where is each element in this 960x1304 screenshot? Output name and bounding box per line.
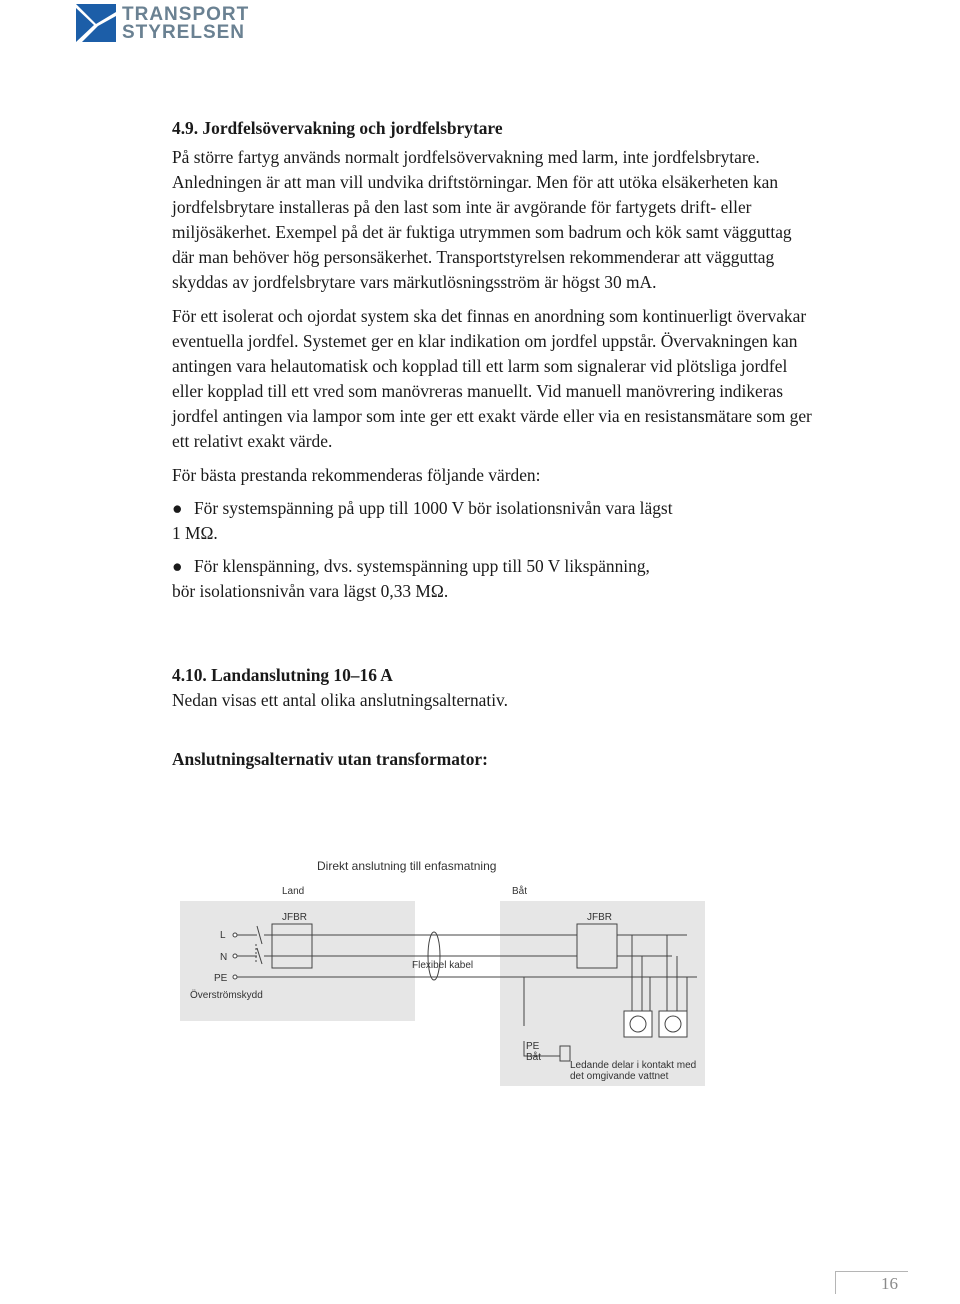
bullet-text-cont: 1 MΩ. [172, 523, 218, 543]
label-land: Land [282, 886, 305, 897]
logo-line-1: TRANSPORT [122, 4, 250, 25]
section-4-9-paragraph-3: För bästa prestanda rekommenderas följande värden: [172, 465, 541, 485]
logo-line-2: STYRELSEN [122, 22, 246, 43]
document-body [172, 116, 812, 772]
bullet-text: För systemspänning på upp till 1000 V bör isolationsnivån vara lägst [194, 498, 673, 518]
label-pe-bat-2: Båt [526, 1052, 542, 1063]
diagram-title: Direkt anslutning till enfasmatning [317, 859, 497, 873]
connection-diagram [172, 856, 712, 1091]
section-4-9-paragraph-2: För ett isolerat och ojordat system ska det finnas en anordning som kontinuerligt övervakar eventuella jordfel. Systemet ger en klar indikation om jordfel uppstår. Övervakningen kan antingen vara helautomatisk och kopplad till ett larm som signalerar vid plötsliga jordfel eller kopplad till ett vred som manövreras manuellt. Vid manuell manövrering indikeras jordfel antingen via lampor som inte ger ett exakt värde eller via en resistansmätare som ger ett relativt exakt värde. [172, 306, 812, 451]
label-jfbr-land: JFBR [282, 912, 307, 923]
list-item [172, 496, 812, 546]
bullet-text: För klenspänning, dvs. systemspänning upp till 50 V likspänning, [194, 556, 650, 576]
logo-mark-icon [76, 4, 116, 44]
label-bat: Båt [512, 886, 528, 897]
label-pe-bat-1: PE [526, 1041, 540, 1052]
section-4-9-heading: 4.9. Jordfelsövervakning och jordfelsbrytare [172, 118, 503, 138]
label-flexibel-kabel: Flexibel kabel [412, 960, 474, 971]
label-n: N [220, 952, 228, 963]
section-4-10-heading: 4.10. Landanslutning 10–16 A [172, 665, 393, 685]
bullet-icon: ● [172, 556, 183, 576]
bullet-text-cont: bör isolationsnivån vara lägst 0,33 MΩ. [172, 581, 449, 601]
page-number: 16 [881, 1274, 898, 1293]
label-jfbr-bat: JFBR [587, 912, 612, 923]
subheading: Anslutningsalternativ utan transformator: [172, 749, 488, 769]
label-l: L [220, 930, 226, 941]
section-4-10-paragraph: Nedan visas ett antal olika anslutningsalternativ. [172, 690, 508, 710]
list-item [172, 554, 812, 604]
section-4-9-paragraph-1: På större fartyg används normalt jordfelsövervakning med larm, inte jordfelsbrytare. Anledningen är att man vill undvika driftstörningar. Men för att utöka elsäkerheten kan jordfelsbrytare installeras på den last som inte är avgörande för fartygets drift- eller miljösäkerhet. Exempel på det är fuktiga utrymmen som badrum och kök samt vägguttag där man behöver hög personsäkerhet. Transportstyrelsen rekommenderar att vägguttag skyddas av jordfelsbrytare vars märkutlösningsström är högst 30 mA. [172, 147, 792, 292]
label-ledande-1: Ledande delar i kontakt med [570, 1060, 697, 1071]
label-overstromskydd: Överströmskydd [190, 990, 263, 1001]
label-pe: PE [214, 973, 228, 984]
label-ledande-2: det omgivande vattnet [570, 1071, 669, 1082]
bullet-icon: ● [172, 498, 183, 518]
logo-text [122, 6, 249, 42]
page-number-box [835, 1271, 908, 1294]
